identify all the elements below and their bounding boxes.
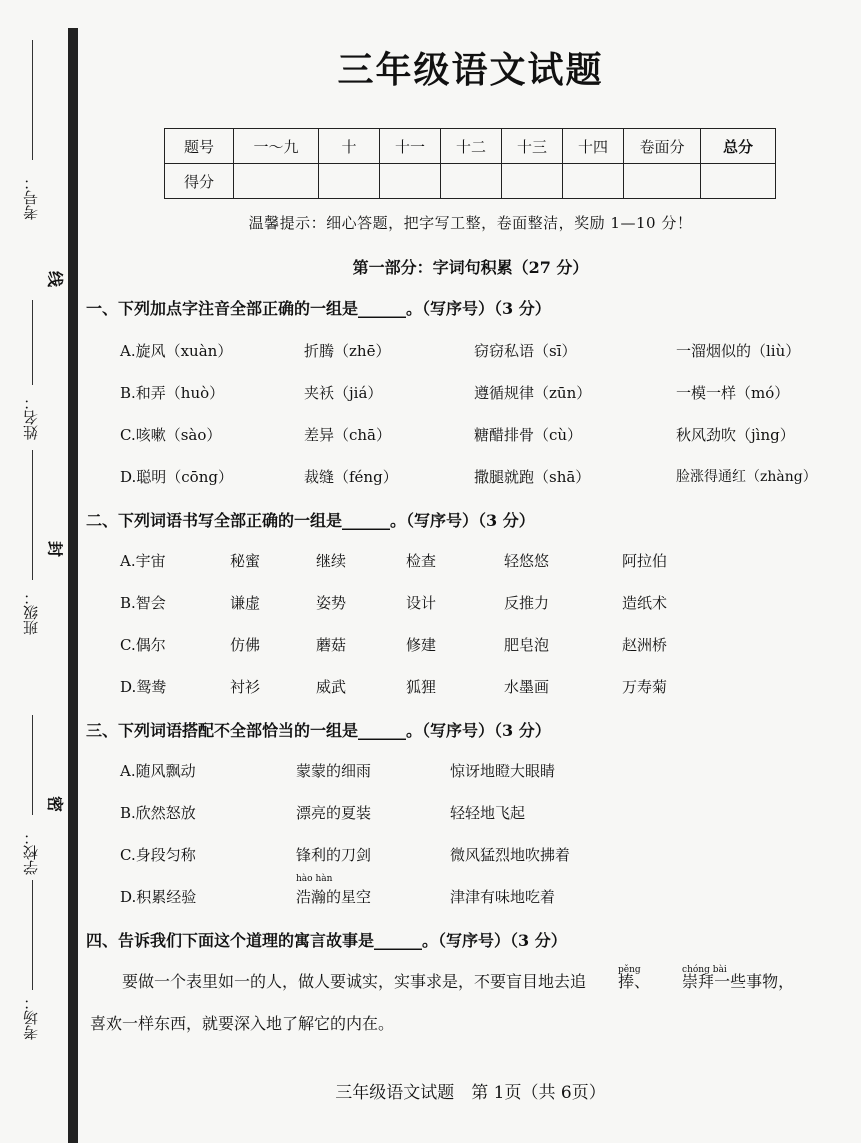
story-sep: 、 <box>634 972 651 991</box>
q2-option: 狐狸 <box>406 678 437 696</box>
score-cell: 十 <box>319 129 380 164</box>
q3-option: 蒙蒙的细雨 <box>296 762 372 780</box>
q2-option: 万寿菊 <box>622 678 668 696</box>
label-room: 考场： <box>22 995 40 1040</box>
q2-option: 衬衫 <box>230 678 261 696</box>
story-text-post: 一些事物， <box>714 972 795 991</box>
q2-option: 轻悠悠 <box>504 552 550 570</box>
q2-option: 仿佛 <box>230 636 261 654</box>
score-cell: 题号 <box>165 129 234 164</box>
q1-option: 窃窃私语（sī） <box>474 342 577 360</box>
seal-xian: 线 <box>47 268 64 288</box>
story-text: 要做一个表里如一的人，做人要诚实，实事求是，不要盲目地去追 <box>122 972 587 991</box>
label-school: 学校： <box>22 830 40 875</box>
q2-option: 检查 <box>406 552 437 570</box>
q2-option: C.偶尔 <box>120 636 166 654</box>
q1-option: B.和弄（huò） <box>120 384 225 402</box>
q1-option: 糖醋排骨（cù） <box>474 426 583 444</box>
ruby-chongbai <box>650 965 727 992</box>
q2-option: 赵洲桥 <box>622 636 668 654</box>
question-2-stem: 二、下列词语书写全部正确的一组是______。（写序号）（3 分） <box>86 511 535 530</box>
exam-page <box>80 0 861 1143</box>
q3-option: A.随风飘动 <box>120 762 196 780</box>
q2-option: 修建 <box>406 636 437 654</box>
q2-option: 秘蜜 <box>230 552 261 570</box>
q3-option: 微风猛烈地吹拂着 <box>450 846 571 864</box>
q3-option: 浩瀚的星空 <box>296 888 372 906</box>
part-title: 第一部分：字词句积累（27 分） <box>352 258 589 277</box>
score-table-header-row <box>165 129 776 164</box>
score-row-label: 得分 <box>165 164 234 199</box>
q1-option: 折腾（zhē） <box>304 342 391 360</box>
score-cell: 一～九 <box>234 129 319 164</box>
q1-option: 夹袄（jiá） <box>304 384 383 402</box>
label-class: 班级： <box>22 590 40 635</box>
q1-option: A.旋风（xuàn） <box>120 342 233 360</box>
q3-option: 轻轻地飞起 <box>450 804 526 822</box>
q2-option: 肥皂泡 <box>504 636 550 654</box>
page-footer: 三年级语文试题 第 1页（共 6页） <box>335 1083 606 1103</box>
score-table <box>164 128 776 199</box>
q3-option: B.欣然怒放 <box>120 804 196 822</box>
score-cell: 卷面分 <box>624 129 701 164</box>
score-cell: 总分 <box>701 129 776 164</box>
q1-option: 裁缝（féng） <box>304 468 398 486</box>
question-4-stem: 四、告诉我们下面这个道理的寓言故事是______。（写序号）（3 分） <box>86 931 567 950</box>
q1-option: C.咳嗽（sào） <box>120 426 222 444</box>
score-input-cell[interactable] <box>234 164 319 199</box>
q3-option: C.身段匀称 <box>120 846 196 864</box>
score-input-cell[interactable] <box>624 164 701 199</box>
q1-option: 脸涨得通红（zhàng） <box>676 469 817 485</box>
q2-option: 造纸术 <box>622 594 668 612</box>
line-room <box>32 880 33 990</box>
char-chongbai: 崇拜 <box>682 972 715 991</box>
q3-option: 漂亮的夏装 <box>296 804 372 822</box>
q2-option: 继续 <box>316 552 347 570</box>
line-kaohao <box>32 40 33 160</box>
q2-option: D.鸳鸯 <box>120 678 167 696</box>
q2-option: 阿拉伯 <box>622 552 668 570</box>
score-input-cell[interactable] <box>502 164 563 199</box>
q3-option: 津津有味地吃着 <box>450 888 556 906</box>
q2-option: 蘑菇 <box>316 636 347 654</box>
q1-option: 一模一样（mó） <box>676 384 790 402</box>
score-input-cell[interactable] <box>319 164 380 199</box>
q2-option: A.宇宙 <box>120 552 166 570</box>
q1-option: 秋风劲吹（jìng） <box>676 426 795 444</box>
tip-text: 温馨提示：细心答题，把字写工整，卷面整洁，奖励 1—10 分！ <box>248 214 693 232</box>
score-table-score-row <box>165 164 776 199</box>
binding-bar <box>68 28 78 1143</box>
q3-option: D.积累经验 <box>120 888 197 906</box>
q2-option: 姿势 <box>316 594 347 612</box>
char-peng: 捧 <box>618 972 635 991</box>
q1-option: D.聪明（cōng） <box>120 468 233 486</box>
pinyin-peng: pěng <box>618 965 641 975</box>
score-cell: 十三 <box>502 129 563 164</box>
score-cell: 十二 <box>441 129 502 164</box>
pinyin-haohan: hào hàn <box>296 874 333 884</box>
label-name: 姓名： <box>22 395 40 440</box>
score-input-cell[interactable] <box>563 164 624 199</box>
ruby-peng <box>586 965 641 992</box>
question-1-stem: 一、下列加点字注音全部正确的一组是______。（写序号）（3 分） <box>86 299 551 318</box>
story-paragraph-line2: 喜欢一样东西，就要深入地了解它的内在。 <box>90 1014 395 1033</box>
binding-margin <box>0 0 70 1143</box>
line-class <box>32 450 33 580</box>
q2-option: 反推力 <box>504 594 550 612</box>
q2-option: 谦虚 <box>230 594 261 612</box>
q1-option: 撒腿就跑（shā） <box>474 468 591 486</box>
q2-option: 设计 <box>406 594 437 612</box>
line-name <box>32 300 33 385</box>
q1-option: 遵循规律（zūn） <box>474 384 592 402</box>
q3-option: 惊讶地瞪大眼睛 <box>450 762 556 780</box>
seal-mi: 密 <box>47 793 64 813</box>
score-input-cell[interactable] <box>380 164 441 199</box>
score-input-cell[interactable] <box>441 164 502 199</box>
q2-option: B.智会 <box>120 594 166 612</box>
label-kaohao: 考号： <box>22 175 40 220</box>
line-school <box>32 715 33 815</box>
q1-option: 差异（chā） <box>304 426 392 444</box>
score-input-cell[interactable] <box>701 164 776 199</box>
page-title: 三年级语文试题 <box>337 50 604 91</box>
pinyin-chongbai: chóng bài <box>682 965 727 975</box>
q2-option: 威武 <box>316 678 347 696</box>
question-3-stem: 三、下列词语搭配不全部恰当的一组是______。（写序号）（3 分） <box>86 721 551 740</box>
q1-option: 一溜烟似的（liù） <box>676 342 801 360</box>
story-paragraph-line1 <box>90 965 860 992</box>
score-cell: 十四 <box>563 129 624 164</box>
q3-option: 锋利的刀剑 <box>296 846 372 864</box>
q2-option: 水墨画 <box>504 678 550 696</box>
score-cell: 十一 <box>380 129 441 164</box>
seal-feng: 封 <box>47 538 64 558</box>
